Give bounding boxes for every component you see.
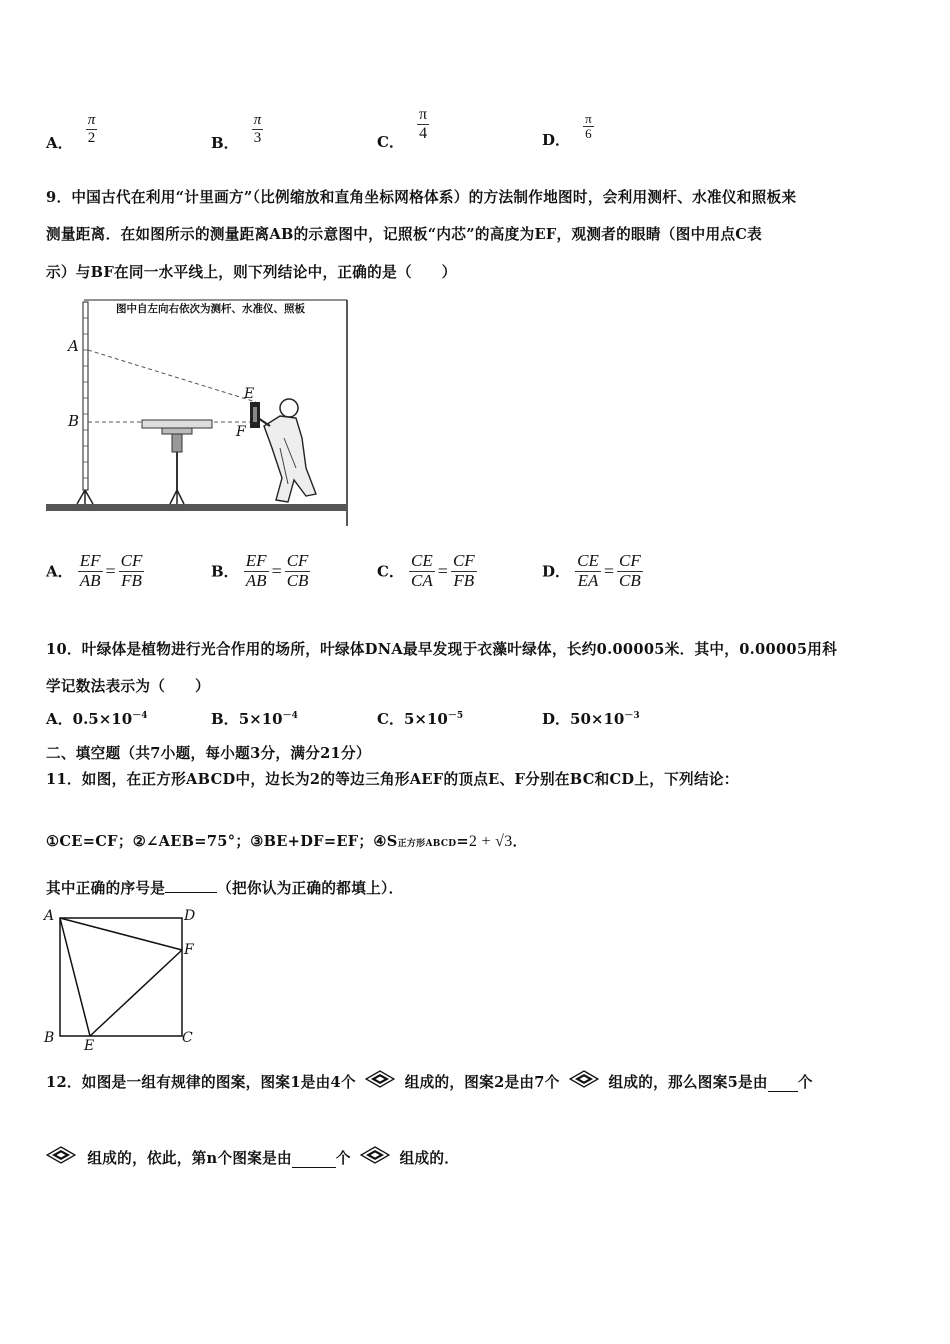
- denominator: CB: [286, 570, 309, 590]
- option-label: D．: [542, 710, 571, 728]
- denominator: FB: [121, 570, 142, 590]
- q9-option-a: [46, 552, 144, 590]
- answer-blank-2[interactable]: [292, 1167, 336, 1168]
- option-label: C．: [377, 710, 404, 728]
- q12-line-1: [46, 1070, 813, 1092]
- fraction-right: [285, 552, 311, 590]
- option-label: D．: [542, 562, 571, 581]
- q8-option-a: [46, 112, 97, 152]
- equals: =: [603, 560, 614, 581]
- option-label: C．: [377, 562, 404, 581]
- denominator: CB: [619, 570, 641, 590]
- fraction: [583, 112, 594, 142]
- section-title: 二、填空题（共7小题，每小题3分，满分21分）: [46, 745, 371, 762]
- label-e: E: [244, 386, 255, 402]
- numerator: CF: [619, 551, 641, 570]
- fraction-left: [244, 552, 269, 590]
- option-base: 50×10: [570, 710, 625, 728]
- option-label: C．: [377, 132, 404, 151]
- numerator: CF: [452, 551, 475, 570]
- numerator: CF: [120, 551, 143, 570]
- label-e: E: [84, 1038, 95, 1054]
- q9-line-1: 9．中国古代在利用“计里画方”（比例缩放和直角坐标网格体系）的方法制作地图时，会利用测杆、水准仪和照板来: [46, 189, 797, 206]
- option-exponent: －5: [447, 711, 464, 721]
- q12-text-6: 个: [335, 1150, 351, 1167]
- numerator: EF: [79, 551, 101, 570]
- denominator: AB: [245, 570, 267, 590]
- option-label: A．: [46, 710, 73, 728]
- q10-option-c: [377, 708, 463, 729]
- denominator: 3: [253, 129, 262, 146]
- fraction-right: [451, 552, 477, 590]
- fraction-left: [78, 552, 103, 590]
- q10-line-2: 学记数法表示为（ ）: [46, 678, 210, 695]
- option-base: 5×10: [238, 710, 283, 728]
- area-equals: =: [456, 833, 469, 850]
- q12-text-3: 组成的，那么图案5是由: [608, 1074, 768, 1091]
- numerator: CE: [577, 551, 599, 570]
- fraction-right: [119, 552, 145, 590]
- fraction: [252, 112, 264, 146]
- answer-prompt: 其中正确的序号是: [46, 880, 166, 897]
- fraction: [86, 112, 98, 146]
- numerator: CE: [411, 551, 433, 570]
- q9-option-b: [211, 552, 310, 590]
- q9-line-2: 测量距离．在如图所示的测量距离AB的示意图中，记照板“内芯”的高度为EF，观测者的眼睛（图中用点C表: [46, 226, 763, 243]
- numerator: π: [585, 111, 592, 126]
- denominator: 6: [585, 126, 592, 142]
- conclusions-text: ①CE=CF；②∠AEB=75°；③BE+DF=EF；④S: [46, 833, 398, 850]
- area-subscript: 正方形ABCD: [397, 839, 457, 849]
- q11-figure: [44, 908, 204, 1056]
- fraction: [417, 106, 429, 142]
- diamond-icon: [569, 1070, 599, 1092]
- label-a: A: [44, 908, 55, 924]
- denominator: AB: [79, 570, 101, 590]
- diamond-icon: [365, 1070, 395, 1092]
- figure-caption: 图中自左向右依次为测杆、水准仪、照板: [116, 303, 305, 315]
- answer-blank[interactable]: [165, 892, 217, 893]
- q11-conclusions: [46, 830, 527, 851]
- numerator: π: [87, 112, 96, 128]
- answer-blank-1[interactable]: [768, 1091, 798, 1092]
- q12-text-7: 组成的．: [399, 1150, 460, 1167]
- numerator: CF: [286, 551, 309, 570]
- q10-line-1: 10．叶绿体是植物进行光合作用的场所，叶绿体DNA最早发现于衣藻叶绿体，长约0.00005米．其中，0.00005用科: [46, 641, 838, 658]
- option-label: A．: [46, 562, 73, 581]
- answer-hint: （把你认为正确的都填上）．: [217, 880, 404, 897]
- q12-text-1: 12．如图是一组有规律的图案，图案1是由4个: [46, 1074, 356, 1091]
- option-label: B．: [211, 710, 239, 728]
- denominator: EA: [577, 570, 599, 590]
- q12-text-2: 组成的，图案2是由7个: [404, 1074, 560, 1091]
- diamond-icon: [46, 1146, 76, 1168]
- q12-text-4: 个: [797, 1074, 813, 1091]
- q11-line-1: 11．如图，在正方形ABCD中，边长为2的等边三角形AEF的顶点E、F分别在BC和CD上，下列结论：: [46, 771, 739, 788]
- option-exponent: －3: [624, 711, 640, 721]
- denominator: 2: [87, 129, 96, 146]
- option-base: 5×10: [403, 710, 448, 728]
- q10-option-a: [46, 708, 147, 729]
- numerator: π: [253, 112, 262, 128]
- label-b: B: [44, 1030, 55, 1046]
- option-label: B．: [211, 133, 239, 152]
- label-b: B: [68, 412, 80, 430]
- q9-line-3: 示）与BF在同一水平线上，则下列结论中，正确的是（ ）: [46, 264, 457, 281]
- denominator: 4: [419, 124, 428, 142]
- q8-option-b: [211, 112, 263, 152]
- denominator: FB: [453, 570, 475, 590]
- numerator: EF: [245, 551, 267, 570]
- surveying-diagram: [44, 298, 354, 528]
- label-d: D: [184, 908, 196, 924]
- q11-line-3: [46, 877, 403, 898]
- q10-option-d: [542, 708, 640, 729]
- q9-option-d: [542, 552, 643, 590]
- q9-option-c: [377, 552, 477, 590]
- label-a: A: [68, 337, 79, 355]
- numerator: π: [419, 106, 428, 123]
- period: ．: [512, 833, 528, 850]
- label-c: C: [182, 1030, 193, 1046]
- denominator: CA: [411, 570, 433, 590]
- option-exponent: －4: [132, 711, 148, 721]
- label-f: F: [184, 942, 194, 958]
- equals: =: [105, 560, 116, 581]
- option-label: D．: [542, 131, 571, 150]
- q8-option-c: [377, 106, 429, 151]
- area-value: 2 + √3: [468, 833, 513, 850]
- fraction-left: [575, 552, 601, 590]
- option-exponent: －4: [282, 711, 298, 721]
- square-triangle-diagram: [44, 908, 204, 1056]
- q12-text-5: 组成的，依此，第n个图案是由: [87, 1150, 292, 1167]
- fraction-left: [409, 552, 435, 590]
- equals: =: [437, 560, 448, 581]
- label-f: F: [236, 424, 246, 440]
- fraction-right: [617, 552, 643, 590]
- q12-line-2: [46, 1146, 459, 1168]
- equals: =: [271, 560, 282, 581]
- q10-option-b: [211, 708, 298, 729]
- option-label: B．: [211, 562, 239, 581]
- diamond-icon: [360, 1146, 390, 1168]
- option-label: A．: [46, 133, 73, 152]
- q8-option-d: [542, 111, 594, 150]
- option-base: 0.5×10: [72, 710, 133, 728]
- q9-figure: [44, 298, 354, 528]
